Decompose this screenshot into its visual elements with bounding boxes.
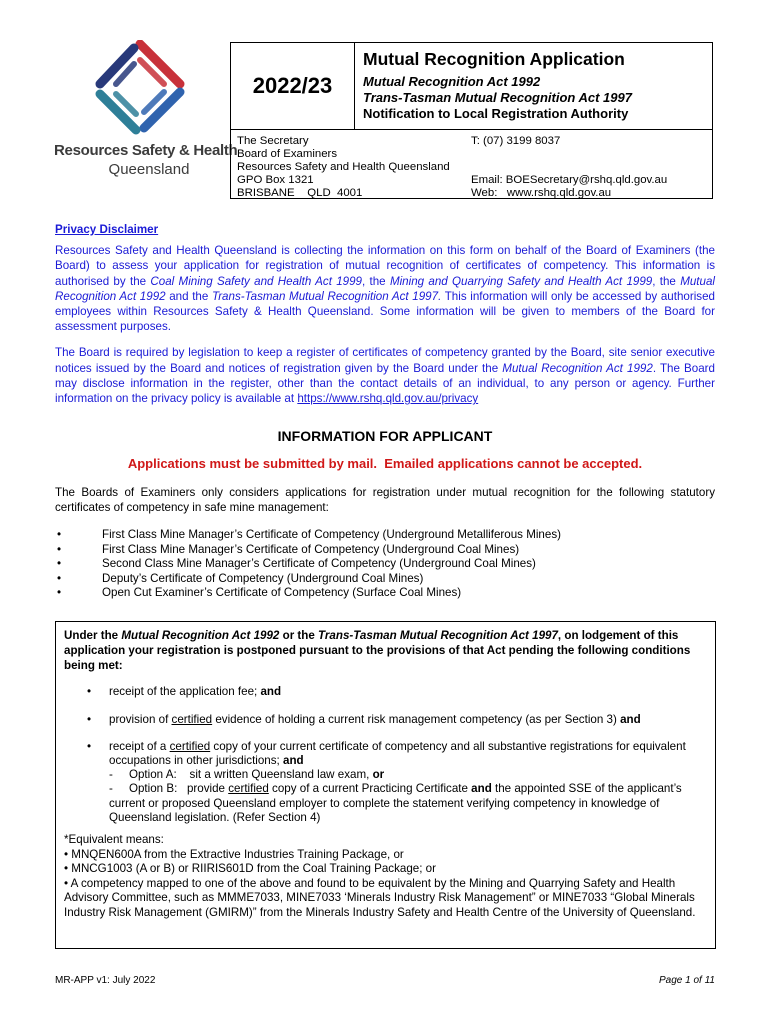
list-item: • Deputy’s Certificate of Competency (Underground Coal Mines)	[55, 572, 715, 587]
certificate-list	[55, 528, 715, 601]
condition-certificate-copy: • receipt of a certified copy of your current certificate of competency and all substantive registrations for equivalent occupations in other jurisdictions; and - Option A: sit a written Queensland law exam, or - Option B: provide certified copy of a current Practicing Certificate and the appointed SSE of the applicant’s current or proposed Queensland employer to complete the statement verifying competency in knowledge of Queensland legislation. (Refer Section 4)	[64, 740, 707, 825]
privacy-disclaimer	[55, 222, 715, 417]
privacy-paragraph-1: Resources Safety and Health Queensland is collecting the information on this form on behalf of the Board of Examiners (the Board) to assess your application for registration of mutual recognition of certificates of competency. This information is authorised by the Coal Mining Safety and Health Act 1999, the Mining and Quarrying Safety and Health Act 1999, the Mutual Recognition Act 1992 and the Trans-Tasman Mutual Recognition Act 1997. This information will only be accessed by authorised employees within Resources Safety & Health Queensland. Some information will be given to members of the Board for assessment purposes.	[55, 244, 715, 334]
address-line: BRISBANE QLD 4001	[237, 187, 363, 199]
list-item: • First Class Mine Manager’s Certificate of Competency (Underground Coal Mines)	[55, 543, 715, 558]
conditions-lead: Under the Mutual Recognition Act 1992 or the Trans-Tasman Mutual Recognition Act 1997, on lodgement of this application your registration is postponed pursuant to the provisions of that Act pending the following conditions being met:	[64, 629, 691, 672]
page-title: Mutual Recognition Application	[363, 49, 625, 69]
phone: T: (07) 3199 8037	[471, 135, 561, 147]
header-box	[230, 42, 713, 199]
act-line-1: Mutual Recognition Act 1992	[363, 74, 541, 89]
email: Email: BOESecretary@rshq.qld.gov.au	[471, 174, 668, 186]
condition-fee: • receipt of the application fee; and	[64, 685, 707, 699]
list-item: • Open Cut Examiner’s Certificate of Competency (Surface Coal Mines)	[55, 586, 715, 601]
conditions-box	[55, 621, 716, 949]
conditions-list	[64, 685, 707, 825]
info-heading: INFORMATION FOR APPLICANT	[277, 428, 493, 444]
privacy-heading: Privacy Disclaimer	[55, 223, 159, 236]
mail-only-warning: Applications must be submitted by mail. Emailed applications cannot be accepted.	[127, 456, 643, 471]
website: Web: www.rshq.qld.gov.au	[471, 187, 612, 199]
logo-line2: Queensland	[108, 161, 190, 178]
condition-risk-competency: • provision of certified evidence of holding a current risk management competency (as per Section 3) and	[64, 713, 707, 727]
act-line-2: Trans-Tasman Mutual Recognition Act 1997	[363, 90, 632, 105]
list-item: • First Class Mine Manager’s Certificate of Competency (Underground Metalliferous Mines)	[55, 528, 715, 543]
equivalent-definition	[64, 833, 707, 921]
privacy-paragraph-2: The Board is required by legislation to keep a register of certificates of competency granted by the Board, site senior executive notices issued by the Board and notices of registration given by the Board under the Mutual Recognition Act 1992. The Board may disclose information in the register, other than the contact details of an individual, to any person or agency. Further information on the privacy policy is available at https://www.rshq.qld.gov.au/privacy	[55, 346, 715, 406]
list-item: • MNQEN600A from the Extractive Industries Training Package, or	[64, 847, 404, 861]
address-line: Board of Examiners	[237, 148, 338, 160]
privacy-policy-link[interactable]: https://www.rshq.qld.gov.au/privacy	[297, 392, 479, 406]
intro-text: The Boards of Examiners only considers applications for registration under mutual recognition for the following statutory certificates of competency in safe mine management:	[55, 486, 715, 514]
page-number: Page 1 of 11	[659, 975, 715, 986]
form-year: 2022/23	[231, 43, 355, 130]
logo-line1: Resources Safety & Health	[54, 142, 238, 159]
address-line: GPO Box 1321	[237, 174, 314, 186]
contact-details	[471, 135, 667, 200]
form-version: MR-APP v1: July 2022	[55, 975, 156, 986]
option-a: - Option A: sit a written Queensland law exam,	[109, 768, 373, 782]
rshq-logo	[54, 40, 238, 180]
rshq-emblem-icon	[94, 40, 186, 136]
list-item: • A competency mapped to one of the above and found to be equivalent by the Mining and Quarrying Safety and Health Advisory Committee, such as MMME7033, MINE7033 ‘Minerals Industry Risk Management” or MINE7033 “Global Minerals Industry Risk Management (GMIRM)” from the Minerals Industry Safety and Health Centre of the University of Queensland.	[64, 876, 696, 919]
header-title-block	[355, 43, 713, 130]
option-b: - Option B: provide	[109, 782, 229, 796]
address-line: Resources Safety and Health Queensland	[237, 161, 450, 173]
list-item: • Second Class Mine Manager’s Certificate of Competency (Underground Coal Mines)	[55, 557, 715, 572]
list-item: • MNCG1003 (A or B) or RIIRIS601D from the Coal Training Package; or	[64, 862, 436, 876]
notification-line: Notification to Local Registration Authority	[363, 106, 629, 121]
equivalent-heading: *Equivalent means:	[64, 833, 164, 847]
postal-address	[237, 135, 450, 200]
address-line: The Secretary	[237, 135, 309, 147]
